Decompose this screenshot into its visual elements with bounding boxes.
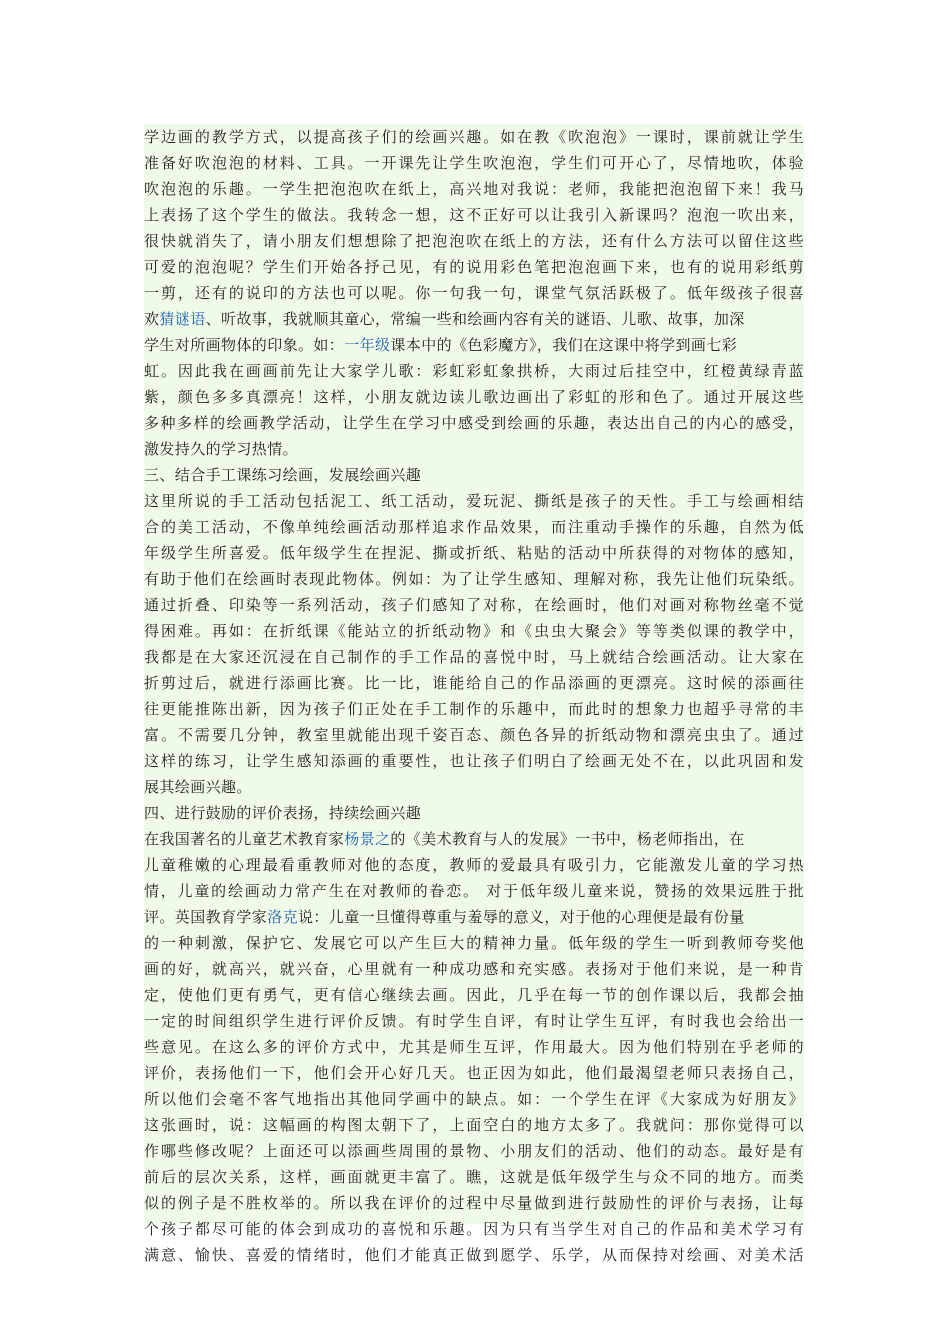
text-line: 虹。因此我在画画前先让大家学儿歌：彩虹彩虹象拱桥，大雨过后挂空中，红橙黄绿青蓝: [144, 362, 804, 380]
section-heading: 四、进行鼓励的评价表扬，持续绘画兴趣: [144, 804, 422, 822]
text-line: 评价，表扬他们一下，他们会开心好几天。也正因为如此，他们最渴望老师只表扬自己，: [144, 1064, 804, 1082]
text-line: 激发持久的学习热情。: [144, 440, 299, 458]
text-line: 一定的时间组织学生进行评价反馈。有时学生自评，有时让学生互评，有时我也会给出一: [144, 1012, 804, 1030]
link-first-grade[interactable]: 一年级: [344, 336, 391, 354]
text-line: 合的美工活动，不像单纯绘画活动那样追求作品效果，而注重动手操作的乐趣，自然为低: [144, 518, 804, 536]
text-segment: 课本中的《色彩魔方》，我们在这课中将学到画七彩: [390, 336, 738, 354]
text-line: 一剪，还有的说印的方法也可以呢。你一句我一句，课堂气氛活跃极了。低年级孩子很喜: [144, 284, 804, 302]
text-line: 学边画的教学方式，以提高孩子们的绘画兴趣。如在教《吹泡泡》一课时，课前就让学生: [144, 128, 804, 146]
text-segment: 说：儿童一旦懂得尊重与羞辱的意义，对于他的心理便是最有份量: [298, 908, 745, 926]
text-line: 得困难。再如：在折纸课《能站立的折纸动物》和《虫虫大聚会》等等类似课的教学中，: [144, 622, 804, 640]
text-line: 作哪些修改呢？上面还可以添画些周围的景物、小朋友们的活动、他们的动态。最好是有: [144, 1142, 804, 1160]
text-line: [144, 826, 804, 852]
text-line: 我都是在大家还沉浸在自己制作的手工作品的喜悦中时，马上就结合绘画活动。让大家在: [144, 648, 804, 666]
text-line: 似的例子是不胜枚举的。所以我在评价的过程中尽量做到进行鼓励性的评价与表扬，让每: [144, 1194, 804, 1212]
text-line: [144, 306, 804, 332]
text-segment: 评。英国教育学家: [144, 908, 268, 926]
text-line: 准备好吹泡泡的材料、工具。一开课先让学生吹泡泡，学生们可开心了，尽情地吹，体验: [144, 154, 804, 172]
text-line: 上表扬了这个学生的做法。我转念一想，这不正好可以让我引入新课吗？泡泡一吹出来，: [144, 206, 804, 224]
text-line: 个孩子都尽可能的体会到成功的喜悦和乐趣。因为只有当学生对自己的作品和美术学习有: [144, 1220, 804, 1238]
text-line: 吹泡泡的乐趣。一学生把泡泡吹在纸上，高兴地对我说：老师，我能把泡泡留下来！我马: [144, 180, 804, 198]
text-line: 展其绘画兴趣。: [144, 778, 252, 796]
text-line: 年级学生所喜爱。低年级学生在捏泥、撕或折纸、粘贴的活动中所获得的对物体的感知，: [144, 544, 804, 562]
text-line: 定，使他们更有勇气，更有信心继续去画。因此，几乎在每一节的创作课以后，我都会抽: [144, 986, 804, 1004]
text-line: 折剪过后，就进行添画比赛。比一比，谁能给自己的作品添画的更漂亮。这时候的添画往: [144, 674, 804, 692]
article-body: [144, 124, 804, 1264]
link-guess-riddles[interactable]: 猜谜语: [159, 310, 206, 328]
link-yang-jingzhi[interactable]: 杨景之: [344, 830, 391, 848]
text-line: 所以他们会毫不客气地指出其他同学画中的缺点。如：一个学生在评《大家成为好朋友》: [144, 1090, 804, 1108]
text-line: 情，儿童的绘画动力常产生在对教师的眷恋。 对于低年级儿童来说，赞扬的效果远胜于批: [144, 882, 804, 900]
text-line: 画的好，就高兴，就兴奋，心里就有一种成功感和充实感。表扬对于他们来说，是一种肯: [144, 960, 804, 978]
text-line: 往更能推陈出新，因为孩子们正处在手工制作的乐趣中，而此时的想象力也超乎寻常的丰: [144, 700, 804, 718]
section-heading: 三、结合手工课练习绘画，发展绘画兴趣: [144, 466, 422, 484]
text-line: 这里所说的手工活动包括泥工、纸工活动，爱玩泥、撕纸是孩子的天性。手工与绘画相结: [144, 492, 804, 510]
text-line: 前后的层次关系，这样，画面就更丰富了。瞧，这就是低年级学生与众不同的地方。而类: [144, 1168, 804, 1186]
text-line: 多种多样的绘画教学活动，让学生在学习中感受到绘画的乐趣，表达出自己的内心的感受，: [144, 414, 804, 432]
text-line: 满意、愉快、喜爱的情绪时，他们才能真正做到愿学、乐学，从而保持对绘画、对美术活: [144, 1246, 804, 1264]
text-line: 儿童稚嫩的心理最看重教师对他的态度，教师的爱最具有吸引力，它能激发儿童的学习热: [144, 856, 804, 874]
text-line: [144, 332, 804, 358]
text-line: 通过折叠、印染等一系列活动，孩子们感知了对称，在绘画时，他们对画对称物丝毫不觉: [144, 596, 804, 614]
text-segment: 的《美术教育与人的发展》一书中，杨老师指出，在: [390, 830, 745, 848]
text-line: 这张画时，说：这幅画的构图太朝下了，上面空白的地方太多了。我就问：那你觉得可以: [144, 1116, 804, 1134]
text-line: 紫，颜色多多真漂亮！这样，小朋友就边读儿歌边画出了彩虹的形和色了。通过开展这些: [144, 388, 804, 406]
text-segment: 学生对所画物体的印象。如：: [144, 336, 345, 354]
text-line: [144, 904, 804, 930]
text-line: 很快就消失了，请小朋友们想想除了把泡泡吹在纸上的方法，还有什么方法可以留住这些: [144, 232, 804, 250]
text-line: 有助于他们在绘画时表现此物体。例如：为了让学生感知、理解对称，我先让他们玩染纸。: [144, 570, 804, 588]
text-line: 富。不需要几分钟，教室里就能出现千姿百态、颜色各异的折纸动物和漂亮虫虫了。通过: [144, 726, 804, 744]
text-segment: 在我国著名的儿童艺术教育家: [144, 830, 345, 848]
text-line: 的一种刺激，保护它、发展它可以产生巨大的精神力量。低年级的学生一听到教师夸奖他: [144, 934, 804, 952]
link-locke[interactable]: 洛克: [267, 908, 299, 926]
text-segment: 欢: [144, 310, 160, 328]
text-line: 这样的练习，让学生感知添画的重要性，也让孩子们明白了绘画无处不在，以此巩固和发: [144, 752, 804, 770]
text-line: 可爱的泡泡呢？学生们开始各抒己见，有的说用彩色笔把泡泡画下来，也有的说用彩纸剪: [144, 258, 804, 276]
text-segment: 、听故事，我就顺其童心，常编一些和绘画内容有关的谜语、儿歌、故事，加深: [205, 310, 745, 328]
text-line: 些意见。在这么多的评价方式中，尤其是师生互评，作用最大。因为他们特别在乎老师的: [144, 1038, 804, 1056]
